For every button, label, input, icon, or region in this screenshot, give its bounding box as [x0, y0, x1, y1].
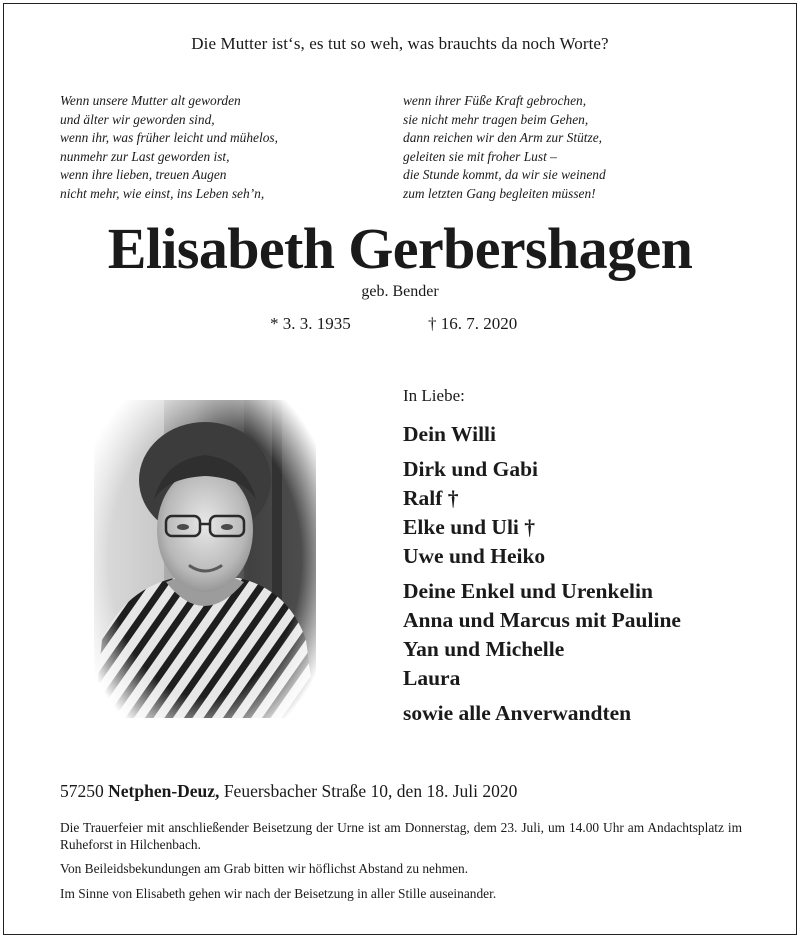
mourner-group-children	[403, 455, 681, 571]
street-and-date: Feuersbacher Straße 10, den 18. Juli 2020	[223, 781, 518, 801]
mourners-label: In Liebe:	[403, 386, 465, 405]
mourner-line: Deine Enkel und Urenkelin	[403, 579, 653, 603]
poem-line: die Stunde kommt, da wir sie weinend	[403, 167, 606, 183]
town-name: Netphen-Deuz,	[108, 781, 220, 801]
death-date: † 16. 7. 2020	[428, 314, 518, 333]
maiden-name: geb. Bender	[361, 283, 439, 300]
mourner-line: sowie alle Anverwandten	[403, 701, 632, 725]
poem-line: wenn ihre lieben, treuen Augen	[60, 167, 227, 183]
farewell-note: Im Sinne von Elisabeth gehen wir nach der Beisetzung in aller Stille auseinander.	[60, 885, 497, 901]
mourner-group-relatives	[403, 699, 681, 728]
mourner-line: Dirk und Gabi	[403, 457, 539, 481]
poem-line: Wenn unsere Mutter alt geworden	[60, 93, 241, 108]
mourner-line: Yan und Michelle	[403, 637, 565, 661]
motto-line: Die Mutter ist‘s, es tut so weh, was brauchts da noch Worte?	[191, 34, 609, 53]
mourner-line: Ralf †	[403, 486, 459, 510]
poem-line: nicht mehr, wie einst, ins Leben seh’n,	[60, 185, 265, 201]
funeral-notes	[60, 820, 742, 910]
mourners-list	[403, 420, 681, 734]
birth-date: * 3. 3. 1935	[270, 314, 351, 333]
poem-line: wenn ihr, was früher leicht und mühelos,	[60, 130, 278, 146]
mourner-group-grandchildren	[403, 577, 681, 693]
mourner-line: Elke und Uli †	[403, 515, 536, 539]
deceased-name: Elisabeth Gerbershagen	[107, 216, 693, 281]
condolence-note: Von Beileidsbekundungen am Grab bitten wir höflichst Abstand zu nehmen.	[60, 861, 469, 876]
poem-line: wenn ihrer Füße Kraft gebrochen,	[403, 93, 587, 108]
poem-left-column	[60, 92, 278, 204]
poem-line: nunmehr zur Last geworden ist,	[60, 148, 230, 164]
mourner-line: Anna und Marcus mit Pauline	[403, 608, 681, 632]
postcode: 57250	[60, 781, 104, 801]
poem-line: dann reichen wir den Arm zur Stütze,	[403, 130, 602, 146]
poem-right-column	[403, 92, 606, 204]
ceremony-note: Die Trauerfeier mit anschließender Beisetzung der Urne ist am Donnerstag, dem 23. Juli, um 14.00 Uhr am Andachtsplatz im Ruheforst in Hilchenbach.	[60, 820, 742, 852]
mourner-group-spouse	[403, 420, 681, 449]
poem-line: geleiten sie mit froher Lust –	[403, 148, 557, 164]
address-line	[60, 781, 517, 802]
portrait-photo	[94, 400, 316, 718]
poem-line: zum letzten Gang begleiten müssen!	[403, 185, 596, 201]
mourner-line: Laura	[403, 666, 461, 690]
poem-line: und älter wir geworden sind,	[60, 111, 215, 127]
poem-line: sie nicht mehr tragen beim Gehen,	[403, 111, 589, 127]
mourner-line: Dein Willi	[403, 422, 496, 446]
mourner-line: Uwe und Heiko	[403, 544, 546, 568]
